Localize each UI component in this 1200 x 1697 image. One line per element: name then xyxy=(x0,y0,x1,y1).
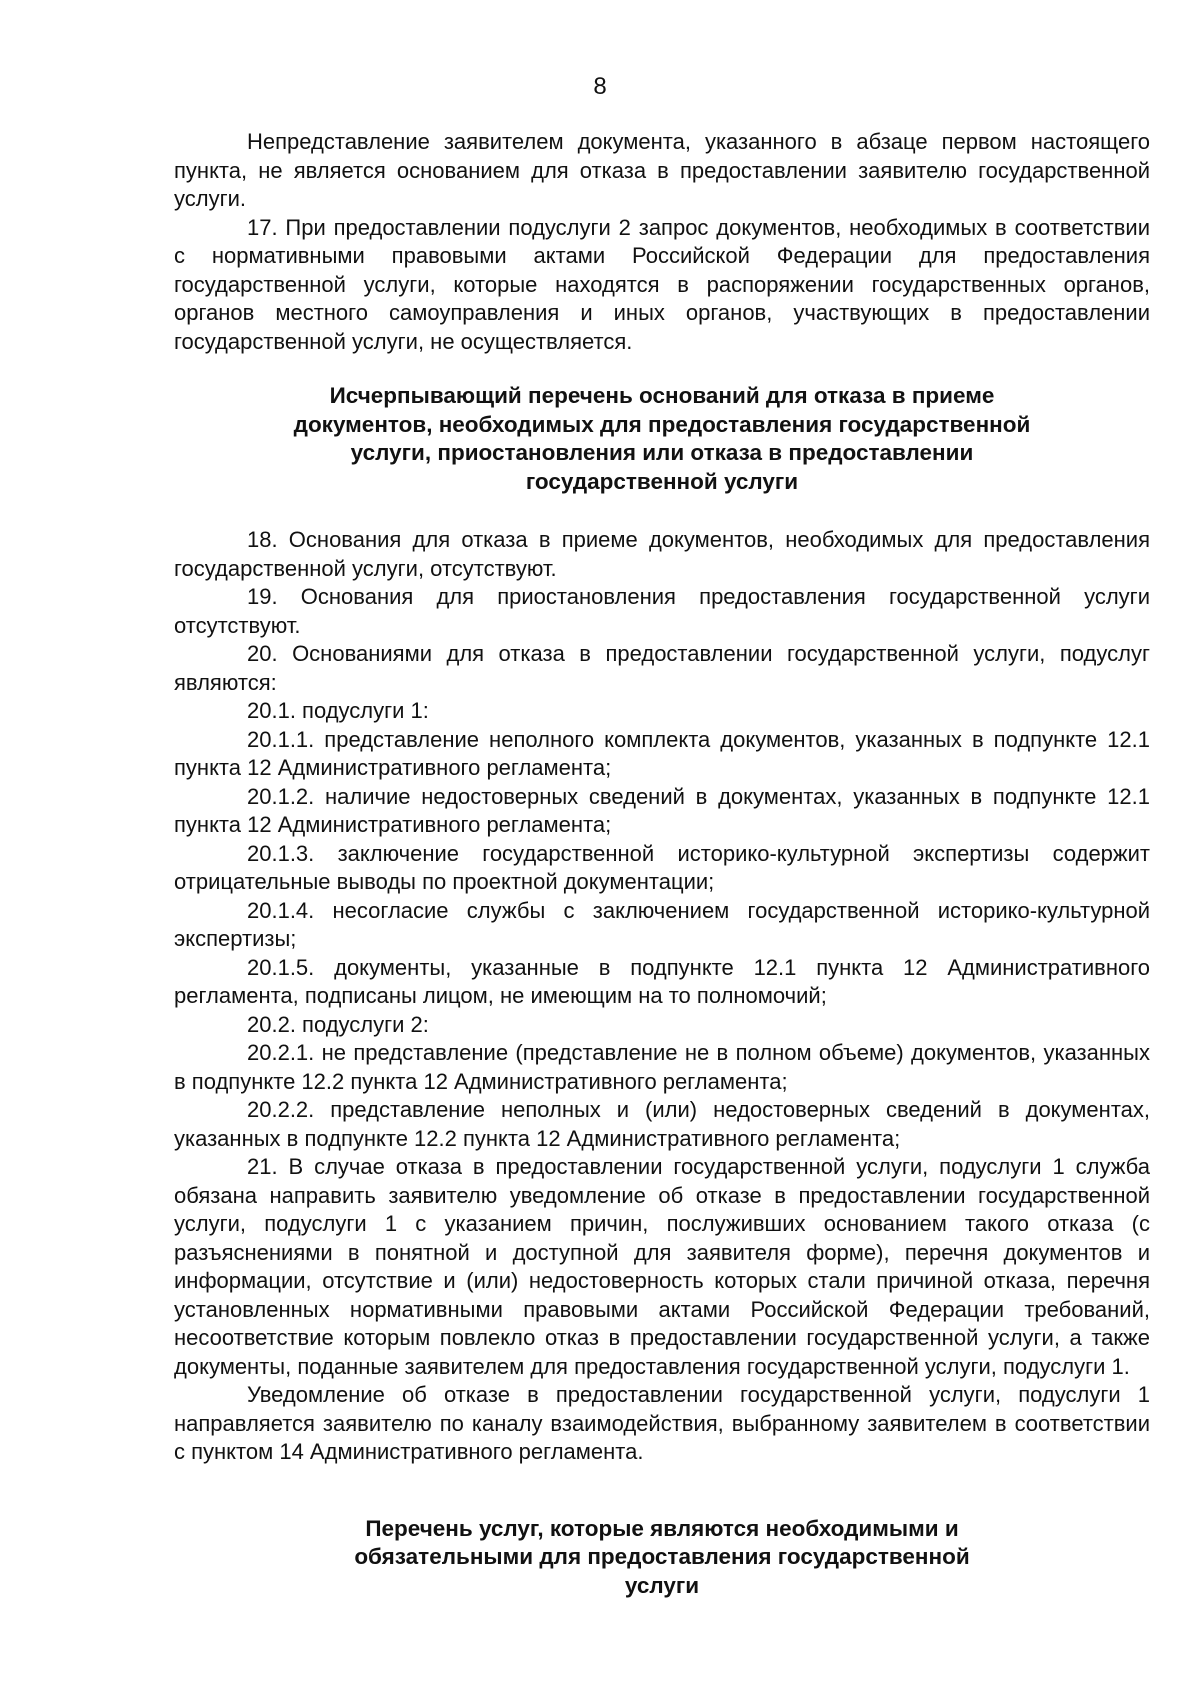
page-number: 8 xyxy=(593,73,607,100)
paragraph-20-2-2: 20.2.2. представление неполных и (или) недостоверных сведений в документах, указанных в подпункте 12.2 пункта 12 Административного регламента; xyxy=(174,1097,1150,1151)
paragraph-20-1: 20.1. подуслуги 1: xyxy=(247,698,429,723)
paragraph-21-notice: Уведомление об отказе в предоставлении государственной услуги, подуслуги 1 направляется заявителю по каналу взаимодействия, выбранному заявителем в соответствии с пунктом 14 Административного регламента. xyxy=(174,1382,1150,1464)
paragraph-20-1-2: 20.1.2. наличие недостоверных сведений в документах, указанных в подпункте 12.1 пункта 12 Административного регламента; xyxy=(174,783,1150,837)
paragraph-refusal-note: Непредставление заявителем документа, указанного в абзаце первом настоящего пункта, не является основанием для отказа в предоставлении заявителю государственной услуги. xyxy=(174,129,1150,211)
paragraph-17: 17. При предоставлении подуслуги 2 запрос документов, необходимых в соответствии с нормативными правовыми актами Российской Федерации для предоставления государственной услуги, которые находятся в распоряжении государственных органов, органов местного самоуправления и иных органов, участвующих в предоставлении государственной услуги, не осуществляется. xyxy=(174,214,1150,354)
paragraph-20-1-1: 20.1.1. представление неполного комплекта документов, указанных в подпункте 12.1 пункта 12 Административного регламента; xyxy=(174,726,1150,780)
paragraph-20-2: 20.2. подуслуги 2: xyxy=(247,1011,429,1037)
paragraph-19: 19. Основания для приостановления предоставления государственной услуги отсутствуют. xyxy=(174,584,1150,638)
section-heading-required-services: Перечень услуг, которые являются необходимыми и обязательными для предоставления государственной услуги xyxy=(354,1515,970,1598)
paragraph-20-1-4: 20.1.4. несогласие службы с заключением государственной историко-культурной экспертизы; xyxy=(174,897,1150,951)
paragraph-21: 21. В случае отказа в предоставлении государственной услуги, подуслуги 1 служба обязана направить заявителю уведомление об отказе в предоставлении государственной услуги, подуслуги 1 с указанием причин, послуживших основанием такого отказа (с разъяснениями в понятной и доступной для заявителя форме), перечня документов и информации, отсутствие и (или) недостоверность которых стали причиной отказа, перечня установленных нормативными правовыми актами Российской Федерации требований, несоответствие которым повлекло отказ в предоставлении государственной услуги, а также документы, поданные заявителем для предоставления государственной услуги, подуслуги 1. xyxy=(174,1154,1150,1379)
paragraph-20-1-3: 20.1.3. заключение государственной историко-культурной экспертизы содержит отрицательные выводы по проектной документации; xyxy=(174,840,1150,894)
section-heading-refusal-grounds: Исчерпывающий перечень оснований для отказа в приеме документов, необходимых для предоставления государственной услуги, приостановления или отказа в предоставлении государственной услуги xyxy=(293,383,1031,494)
paragraph-18: 18. Основания для отказа в приеме документов, необходимых для предоставления государственной услуги, отсутствуют. xyxy=(174,527,1150,581)
paragraph-20: 20. Основаниями для отказа в предоставлении государственной услуги, подуслуг являются: xyxy=(174,641,1150,695)
document-body xyxy=(174,128,1150,1600)
paragraph-20-1-5: 20.1.5. документы, указанные в подпункте 12.1 пункта 12 Административного регламента, подписаны лицом, не имеющим на то полномочий; xyxy=(174,954,1150,1008)
paragraph-20-2-1: 20.2.1. не представление (представление не в полном объеме) документов, указанных в подпункте 12.2 пункта 12 Административного регламента; xyxy=(174,1040,1150,1094)
